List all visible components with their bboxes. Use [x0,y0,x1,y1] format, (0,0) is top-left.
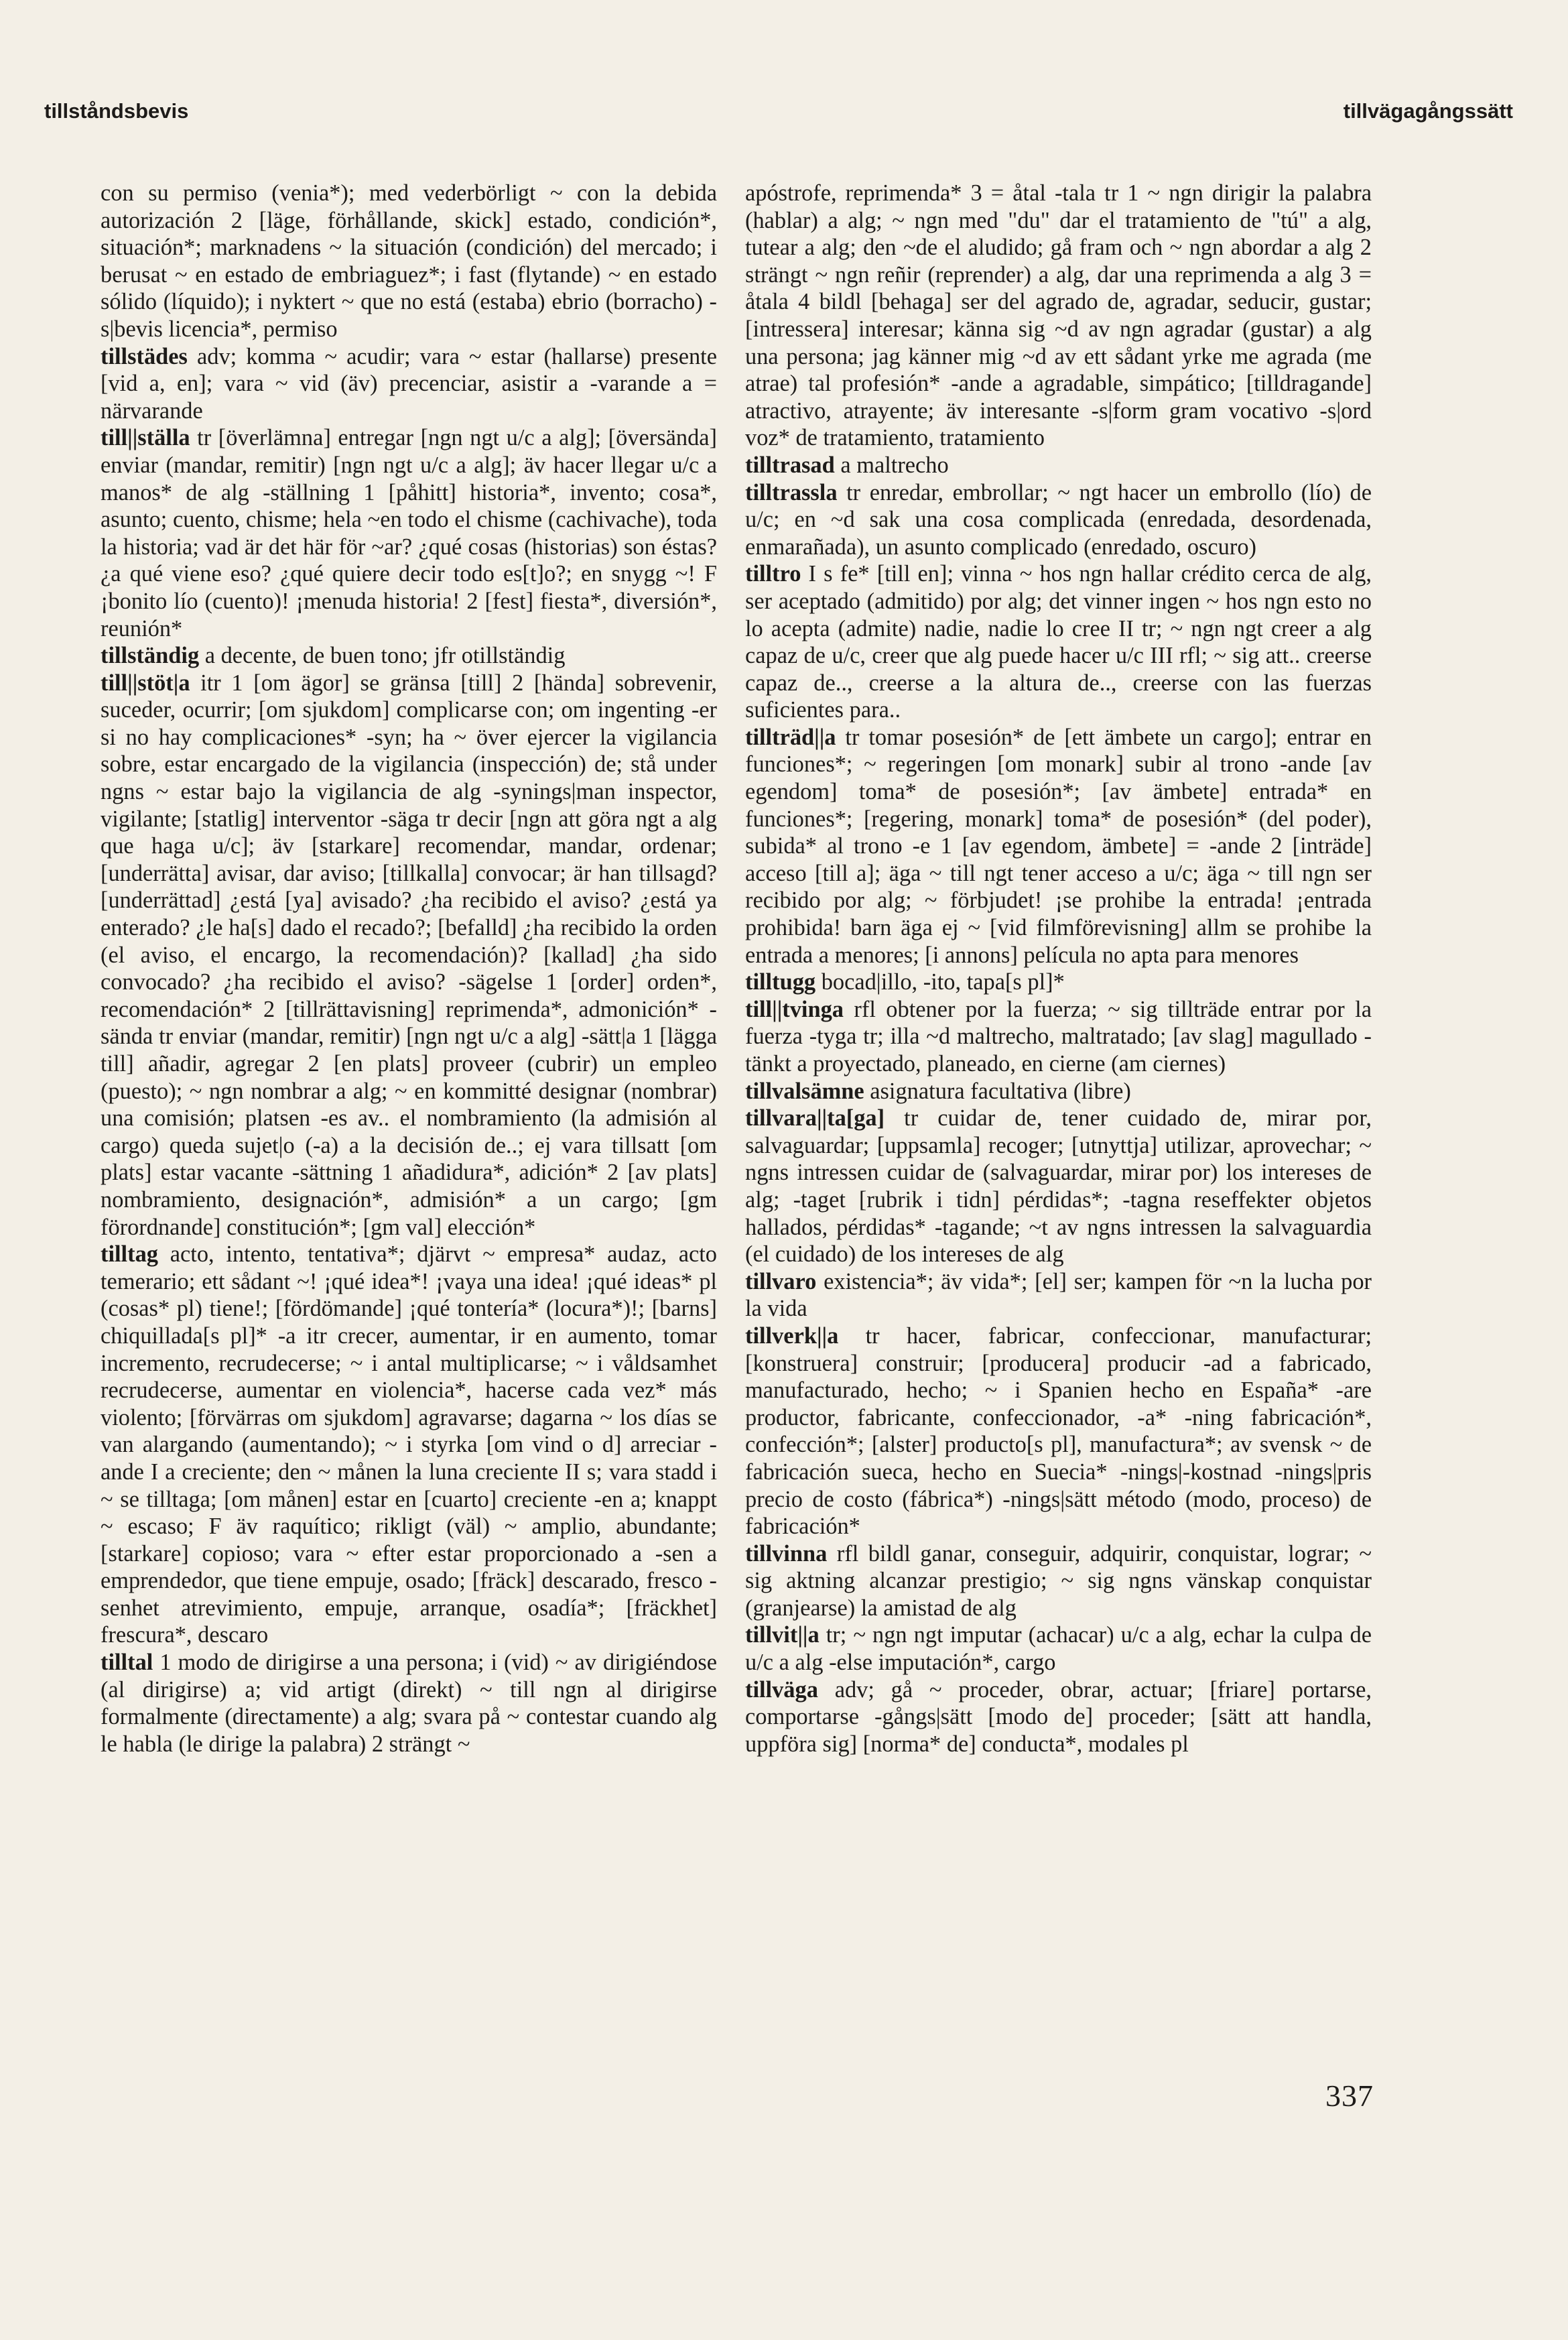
dictionary-entry [745,452,1372,479]
entry-definition: I s fe* [till en]; vinna ~ hos ngn hallar crédito cerca de alg, ser aceptado (admitido) por alg; det vinner ingen ~ hos ngn esto no lo acepta (admite) nadie, nadie lo cree II tr; ~ ngn ngt creer a alg capaz de u/c, creer que alg puede hacer u/c III rfl; ~ sig att.. creerse capaz de.., creerse a la altura de.., creerse con las fuerzas suficientes para.. [745,561,1372,723]
entry-headword: tilltro [745,561,801,587]
entry-headword: tilltrasad [745,452,835,478]
entry-headword: tillvara||ta[ga] [745,1105,885,1131]
entry-definition: adv; komma ~ acudir; vara ~ estar (hallarse) presente [vid a, en]; vara ~ vid (äv) precenciar, asistir a -varande a = närvarande [101,343,717,424]
entry-definition: acto, intento, tentativa*; djärvt ~ empresa* audaz, acto temerario; ett sådant ~! ¡qué idea*! ¡vaya una idea! ¡qué ideas* pl (cosas* pl) tiene!; [fördömande] ¡qué tontería* (locura*)!; [barns] chiquillada[s pl]* -a itr crecer, aumentar, ir en aumento, tomar incremento, recrudecerse; ~ i antal multiplicarse; ~ i våldsamhet recrudecerse, aumentar en violencia*, hacerse cada vez* más violento; [förvärras om sjukdom] agravarse; dagarna ~ los días se van alargando (aumentando); ~ i styrka [om vind o d] arreciar -ande I a creciente; den ~ månen la luna creciente II s; vara stadd i ~ se tilltaga; [om månen] estar en [cuarto] creciente -en a; knappt ~ escaso; F äv raquítico; rikligt (väl) ~ amplio, abundante; [starkare] copioso; vara ~ efter estar proporcionado a -sen a emprendedor, que tiene empuje, osado; [fräck] descarado, fresco -senhet atrevimiento, empuje, arranque, osadía*; [fräckhet] frescura*, descaro [101,1241,717,1648]
entry-definition: tr enredar, embrollar; ~ ngt hacer un embrollo (lío) de u/c; en ~d sak una cosa complicada (enredada, desordenada, enmarañada), un asunto complicado (enredado, oscuro) [745,479,1372,560]
entry-definition: tr hacer, fabricar, confeccionar, manufacturar; [konstruera] construir; [producera] producir -ad a fabricado, manufacturado, hecho; ~ i Spanien hecho en España* -are productor, fabricante, confeccionador, -a* -ning fabricación*, confección*; [alster] producto[s pl], manufactura*; av svensk ~ de fabricación sueca, hecho en Suecia* -nings|-kostnad -nings|pris precio de costo (fábrica*) -nings|sätt método (modo, proceso) de fabricación* [745,1322,1372,1540]
entry-headword: till||stöt|a [101,670,190,696]
entry-definition: adv; gå ~ proceder, obrar, actuar; [friare] portarse, comportarse -gångs|sätt [modo de] proceder; [sätt att handla, uppföra sig] [norma* de] conducta*, modales pl [745,1676,1372,1757]
dictionary-entry [745,1268,1372,1322]
entry-definition: itr 1 [om ägor] se gränsa [till] 2 [hända] sobrevenir, suceder, ocurrir; [om sjukdom] complicarse con; om ingenting -er si no hay complicaciones* -syn; ha ~ över ejercer la vigilancia sobre, estar encargado de la vigilancia (inspección) de; stå under ngns ~ estar bajo la vigilancia de alg -synings|man inspector, vigilante; [statlig] interventor -säga tr decir [ngn att göra ngt a alg que haga u/c]; äv [starkare] recomendar, mandar, ordenar; [underrätta] avisar, dar aviso; [tillkalla] convocar; är han tillsagd? [underrättad] ¿está [ya] avisado? ¿ha recibido el aviso? ¿está ya enterado? ¿le ha[s] dado el recado?; [befalld] ¿ha recibido la orden (el aviso, el encargo, la recomendación)? [kallad] ¿ha sido convocado? ¿ha recibido el aviso? -sägelse 1 [order] orden*, recomendación* 2 [tillrättavisning] reprimenda*, admonición* -sända tr enviar (mandar, remitir) [ngn ngt u/c a alg] -sätt|a 1 [lägga till] añadir, agregar 2 [en plats] proveer (cubrir) un empleo (puesto); ~ ngn nombrar a alg; ~ en kommitté designar (nombrar) una comisión; platsen -es av.. el nombramiento (la admisión al cargo) queda sujet|o (-a) a la decisión de..; ej vara tillsatt [om plats] estar vacante -sättning 1 añadidura*, adición* 2 [av plats] nombramiento, designación*, admisión* a un cargo; [gm förordnande] constitución*; [gm val] elección* [101,670,717,1240]
dictionary-entry [745,1078,1372,1105]
dictionary-entry [745,1105,1372,1268]
entry-definition: tr cuidar de, tener cuidado de, mirar por, salvaguardar; [uppsamla] recoger; [utnyttja] utilizar, aprovechar; ~ ngns intressen cuidar de (salvaguardar, mirar por) los intereses de alg; -taget [rubrik i tidn] pérdidas*; -tagna reseffekter objetos hallados, pérdidas* -tagande; ~t av ngns intressen la salvaguardia (el cuidado) de los intereses de alg [745,1105,1372,1268]
entry-headword: tillvit||a [745,1622,820,1648]
dictionary-entry [101,1649,717,1758]
dictionary-entry [745,996,1372,1078]
left-guide-word: tillståndsbevis [44,99,189,123]
entry-definition: rfl bildl ganar, conseguir, adquirir, conquistar, lograr; ~ sig aktning alcanzar prestigio; ~ sig ngns vänskap conquistar (granjearse) la amistad de alg [745,1540,1372,1621]
entry-headword: tilltag [101,1241,158,1268]
entry-definition: tr [överlämna] entregar [ngn ngt u/c a alg]; [översända] enviar (mandar, remitir) [ngn ngt u/c a alg]; äv hacer llegar u/c a manos* de alg -ställning 1 [påhitt] historia*, invento; cosa*, asunto; cuento, chisme; hela ~en todo el chisme (cachivache), toda la historia; vad är det här för ~ar? ¿qué cosas (historias) son éstas? ¿a qué viene eso? ¿qué quiere decir todo es[t]o?; en snygg ~! F ¡bonito lío (cuento)! ¡menuda historia! 2 [fest] fiesta*, diversión*, reunión* [101,425,717,641]
entry-definition: rfl obtener por la fuerza; ~ sig tillträde entrar por la fuerza -tyga tr; illa ~d maltrecho, maltratado; [av slag] magullado -tänkt a proyectado, planeado, en cierne (am ciernes) [745,996,1372,1076]
dictionary-entry [745,180,1372,452]
dictionary-entry [745,479,1372,561]
right-column [745,180,1372,1758]
entry-headword: tilltrassla [745,479,838,505]
entry-headword: tilltugg [745,969,816,995]
page-number: 337 [1325,2079,1374,2113]
entry-headword: tillständig [101,643,200,669]
dictionary-entry [745,1621,1372,1676]
entry-headword: tillvalsämne [745,1078,864,1104]
entry-headword: tillväga [745,1676,818,1703]
entry-definition: asignatura facultativa (libre) [864,1078,1131,1104]
entry-definition: 1 modo de dirigirse a una persona; i (vid) ~ av dirigiéndose (al dirigirse) a; vid artigt (direkt) ~ till ngn al dirigirse formalmente (directamente) a alg; svara på ~ contestar cuando alg le habla (le dirige la palabra) 2 strängt ~ [101,1650,717,1757]
entry-headword: till||ställa [101,425,190,451]
dictionary-entry [745,1540,1372,1622]
dictionary-entry [101,1241,717,1649]
dictionary-entry [745,1676,1372,1758]
dictionary-entry [101,180,717,343]
entry-headword: tillverk||a [745,1322,839,1349]
entry-definition: existencia*; äv vida*; [el] ser; kampen för ~n la lucha por la vida [745,1268,1372,1322]
entry-definition: tr; ~ ngn ngt imputar (achacar) u/c a alg, echar la culpa de u/c a alg -else imputación*, cargo [745,1622,1372,1676]
entry-definition: con su permiso (venia*); med vederbörligt ~ con la debida autorización 2 [läge, förhållande, skick] estado, condición*, situación*; marknadens ~ la situación (condición) del mercado; i berusat ~ en estado de embriaguez*; i fast (flytande) ~ en estado sólido (líquido); i nyktert ~ que no está (estaba) ebrio (borracho) -s|bevis licencia*, permiso [101,180,717,342]
dictionary-entry [745,560,1372,724]
entry-definition: apóstrofe, reprimenda* 3 = åtal -tala tr 1 ~ ngn dirigir la palabra (hablar) a alg; ~ ngn med "du" dar el tratamiento de "tú" a alg, tutear a alg; den ~de el aludido; gå fram och ~ ngn abordar a alg 2 strängt ~ ngn reñir (reprender) a alg, dar una reprimenda a alg 3 = åtala 4 bildl [behaga] ser del agrado de, agradar, seducir, gustar; [intressera] interesar; känna sig ~d av ngn agradar (gustar) a alg una persona; jag känner mig ~d av ett sådant yrke me agrada (me atrae) tal profesión* -ande a agradable, simpático; [tilldragande] atractivo, atrayente; äv interesante -s|form gram vocativo -s|ord voz* de tratamiento, tratamiento [745,180,1372,451]
dictionary-entry [101,642,717,670]
entry-definition: tr tomar posesión* de [ett ämbete un cargo]; entrar en funciones*; ~ regeringen [om monark] subir al trono -ande [av egendom] toma* de posesión*; [av ämbete] entrada* en funciones*; [regering, monark] toma* de posesión* (del poder), subida* al trono -e 1 [av egendom, ämbete] = -ande 2 [inträde] acceso [till a]; äga ~ till ngt tener acceso a u/c; äga ~ till ngn ser recibido por alg; ~ förbjudet! ¡se prohibe la entrada! ¡entrada prohibida! barn äga ej ~ [vid filmförevisning] allm se prohibe la entrada a menores; [i annons] película no apta para menores [745,724,1372,968]
right-guide-word: tillvägagångssätt [1343,99,1513,123]
dictionary-entry [745,724,1372,969]
entry-headword: tillträd||a [745,724,836,750]
entry-headword: tillvinna [745,1540,828,1566]
entry-headword: tillstädes [101,343,188,369]
entry-definition: a decente, de buen tono; jfr otillständig [199,643,566,669]
dictionary-entry [745,969,1372,996]
dictionary-entry [101,424,717,642]
entry-headword: tillvaro [745,1268,817,1294]
dictionary-entry [101,343,717,425]
entry-definition: bocad|illo, -ito, tapa[s pl]* [815,969,1065,995]
entry-definition: a maltrecho [834,452,949,478]
dictionary-entry [101,670,717,1241]
entry-headword: tilltal [101,1650,153,1676]
running-header [44,99,1524,133]
left-column [101,180,717,1758]
entry-headword: till||tvinga [745,996,844,1022]
dictionary-entry [745,1322,1372,1540]
